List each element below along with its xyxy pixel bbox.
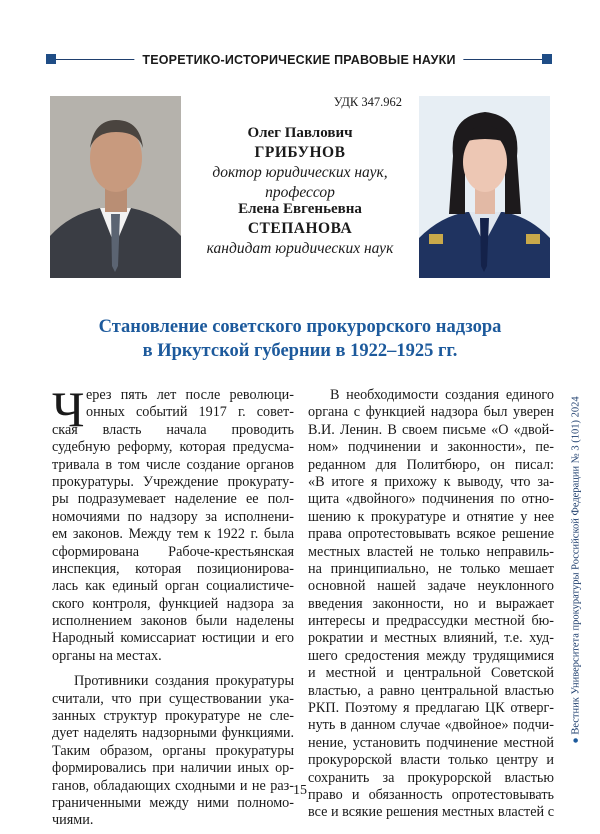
text-line: считали, что при существовании ука- — [52, 690, 294, 707]
body-column-2 — [308, 387, 554, 822]
text-line: на принципиально, не только мешает — [308, 560, 554, 577]
text-line: основной нашей задаче неуклонного — [308, 578, 554, 595]
author-1-degree-line-2: профессор — [265, 184, 335, 201]
text-line: формировались при наличии иных ор- — [52, 760, 294, 777]
text-line: и местной и центральной Советской — [308, 665, 554, 682]
text-line: щита «двойного» подчинения по отно- — [308, 491, 554, 508]
text-line: введения законности, но и выражает — [308, 595, 554, 612]
page-number: 15 — [293, 783, 307, 798]
text-line: сохранить за прокурорской властью — [308, 769, 554, 786]
author-2-degree-line-1: кандидат юридических наук — [206, 240, 394, 257]
article-title-line-1: Становление советского прокурорского надзора — [98, 317, 502, 337]
female-portrait-icon — [419, 96, 550, 278]
text-line: исполнением законов были наделены — [52, 613, 294, 630]
drop-cap: Ч — [52, 381, 85, 437]
text-line: В необходимости создания единого — [330, 387, 554, 403]
author-1 — [190, 124, 410, 203]
text-line: лась как единый орган социалистиче- — [52, 578, 294, 595]
text-line: чиями. — [52, 812, 94, 829]
text-line: онных событий 1917 г. совет- — [86, 404, 294, 421]
text-line: граниченными между ними полномо- — [52, 794, 294, 811]
header-square-right — [542, 54, 552, 64]
text-line: шего средостения между трудящимися — [308, 647, 554, 664]
text-line: нение, установить подчинение местной — [308, 734, 554, 751]
text-line: сформирована Рабоче-крестьянская — [52, 543, 294, 560]
text-line: судебную реформу, которая предусма- — [52, 439, 294, 456]
text-line: интересы и предрассудки местной бю- — [308, 613, 554, 630]
text-line: тривала в том числе создание органов — [52, 456, 294, 473]
journal-sidebar — [565, 370, 587, 770]
article-title — [40, 315, 560, 363]
male-portrait-icon — [50, 96, 181, 278]
text-line: Таким образом, органы прокуратуры — [52, 742, 294, 759]
header-square-left — [46, 54, 56, 64]
body-column-1 — [52, 381, 294, 830]
text-line: права опротестовывать всякое решение — [308, 526, 554, 543]
author-photo-stepanova — [419, 96, 550, 278]
text-line: ерез пять лет после революци- — [86, 387, 294, 403]
text-line: РКП. Поэтому я предлагаю ЦК отверг- — [308, 700, 554, 717]
text-line: номочиями по надзору за исполнени- — [52, 508, 294, 525]
text-line: ская власть начала проводить — [52, 421, 294, 438]
text-line: ном» подчинении и законности», пе- — [308, 439, 554, 456]
journal-sidebar-text — [571, 396, 582, 743]
text-line: шению к прокуратуре и отнятие у нее — [308, 508, 554, 525]
author-2-first-names: Елена Евгеньевна — [238, 201, 362, 217]
text-line: все и всякие решения местных властей с — [308, 804, 554, 821]
text-line: Народный комиссариат юстиции и его — [52, 630, 294, 647]
text-line: нуть в данном случае «двойное» подчи- — [308, 717, 554, 734]
udk-code: УДК 347.962 — [333, 95, 402, 109]
text-line: органа с функцией надзора был уверен — [308, 404, 554, 421]
section-title: ТЕОРЕТИКО-ИСТОРИЧЕСКИЕ ПРАВОВЫЕ НАУКИ — [134, 50, 463, 70]
section-header — [46, 50, 552, 70]
text-line: ганов, обладающих сходными и не раз- — [52, 777, 294, 794]
author-1-degree-line-1: доктор юридических наук, — [212, 164, 388, 181]
text-line: ем законов. Между тем к 1922 г. была — [52, 526, 294, 543]
text-line: местных властей не только неправиль- — [308, 543, 554, 560]
text-line: занных структур прокуратуре не сле- — [52, 708, 294, 725]
author-1-first-names: Олег Павлович — [247, 125, 353, 141]
text-line: право и обязанность опротестовывать — [308, 786, 554, 803]
text-line: инспекция, которая позиционирова- — [52, 560, 294, 577]
text-line: рократии и местных влияний, т.е. худ- — [308, 630, 554, 647]
text-line: реданном для Политбюро, он писал: — [308, 456, 554, 473]
author-2 — [190, 200, 410, 259]
author-2-last-name: СТЕПАНОВА — [247, 220, 353, 237]
text-line: ры подразумевает наделение ее пол- — [52, 491, 294, 508]
journal-line: Вестник Университета прокуратуры Российской Федерации № 3 (101) 2024 — [570, 396, 582, 735]
author-photo-gribunov — [50, 96, 181, 278]
article-title-line-2: в Иркутской губернии в 1922–1925 гг. — [142, 341, 458, 361]
text-line: «В итоге я прихожу к выводу, что за- — [308, 473, 554, 490]
text-line: Противники создания прокуратуры — [74, 673, 294, 690]
text-line: дует наделять надзорными функциями. — [52, 725, 294, 742]
text-line: прокуратуры. Учреждение прокурату- — [52, 473, 294, 490]
text-line: ского контроля, функцией надзора за — [52, 595, 294, 612]
bullet-icon: ● — [570, 737, 582, 744]
text-line: органы на местах. — [52, 647, 162, 664]
text-line: В.И. Ленин. В своем письме «О «двой- — [308, 421, 554, 438]
author-1-last-name: ГРИБУНОВ — [254, 144, 346, 161]
text-line: прокурорской власти только центру и — [308, 752, 554, 769]
text-line: властью, а равно центральной властью — [308, 682, 554, 699]
